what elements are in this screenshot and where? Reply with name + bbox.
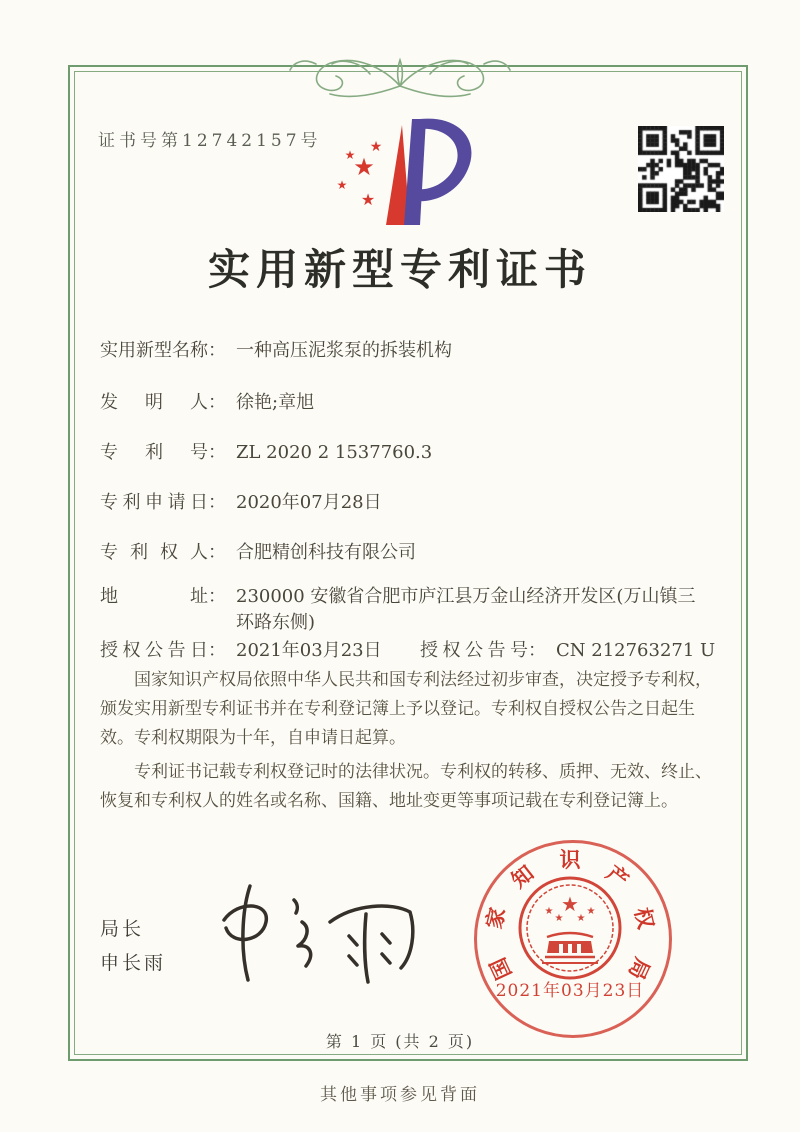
seal-arc-char: 产	[601, 859, 634, 893]
svg-text:★: ★	[369, 139, 383, 155]
national-emblem-icon	[515, 873, 625, 983]
field-label: 实用新型名称	[100, 340, 208, 361]
field-value: 2020年07月28日	[236, 492, 382, 513]
field-row-filing-date	[100, 490, 716, 516]
seal-arc-char: 家	[480, 905, 511, 932]
legal-text-block	[100, 666, 714, 821]
field-row-patentee	[100, 540, 716, 566]
field-colon: ：	[208, 340, 226, 361]
field-label: 专利权人	[100, 542, 208, 563]
field-value: ZL 2020 2 1537760.3	[236, 442, 433, 463]
field-value: CN 212763271 U	[556, 640, 716, 661]
cnipa-logo-icon	[330, 113, 478, 231]
svg-text:★: ★	[544, 906, 554, 917]
page-indicator: 第 1 页 (共 2 页)	[325, 1032, 475, 1051]
field-row-inventor	[100, 390, 716, 416]
field-value: 合肥精创科技有限公司	[236, 542, 416, 563]
field-label: 专利号	[100, 442, 208, 463]
seal-arc-char: 国	[484, 953, 517, 984]
seal-arc-char: 识	[559, 847, 581, 872]
handwritten-signature-icon	[208, 878, 423, 986]
field-colon: ：	[208, 586, 226, 607]
field-row-name	[100, 338, 716, 364]
field-colon: ：	[208, 392, 226, 413]
commissioner-name: 申长雨	[100, 952, 167, 974]
field-value: 2021年03月23日	[236, 640, 382, 661]
commissioner-title: 局长	[100, 918, 145, 940]
field-row-grant	[100, 638, 716, 664]
svg-text:★: ★	[554, 913, 564, 924]
field-label: 专利申请日	[100, 492, 208, 513]
field-colon: ：	[528, 640, 546, 661]
seal-arc-char: 知	[506, 859, 539, 893]
svg-text:★: ★	[576, 913, 586, 924]
back-side-note: 其他事项参见背面	[320, 1085, 480, 1105]
border-ornament-icon	[284, 44, 516, 102]
certificate-title: 实用新型专利证书	[207, 245, 592, 294]
svg-text:★: ★	[344, 148, 356, 162]
seal-arc-char: 权	[629, 905, 660, 932]
field-row-patent-no	[100, 440, 716, 466]
field-label: 发明人	[100, 392, 208, 413]
legal-paragraph: 专利证书记载专利权登记时的法律状况。专利权的转移、质押、无效、终止、恢复和专利权人的姓名或名称、国籍、地址变更等事项记载在专利登记簿上。	[100, 762, 712, 811]
svg-text:★: ★	[561, 892, 579, 916]
seal-date: 2021年03月23日	[495, 981, 645, 1001]
field-value: 一种高压泥浆泵的拆装机构	[236, 340, 452, 361]
legal-paragraph: 国家知识产权局依照中华人民共和国专利法经过初步审查，决定授予专利权，颁发实用新型专利证书并在专利登记簿上予以登记。专利权自授权公告之日起生效。专利权期限为十年，自申请日起算。	[100, 670, 712, 748]
field-colon: ：	[208, 442, 226, 463]
field-label: 授权公告日	[100, 640, 208, 661]
grant-number-group	[420, 638, 715, 664]
field-row-address	[100, 584, 716, 636]
seal-arc-char: 局	[623, 953, 656, 984]
svg-text:★: ★	[586, 906, 596, 917]
field-colon: ：	[208, 640, 226, 661]
svg-text:★: ★	[353, 153, 375, 181]
svg-text:★: ★	[336, 178, 348, 192]
field-label: 授权公告号	[420, 640, 528, 661]
field-value: 徐艳;章旭	[236, 392, 315, 413]
field-value: 230000 安徽省合肥市庐江县万金山经济开发区(万山镇三环路东侧)	[236, 586, 696, 633]
svg-text:★: ★	[360, 190, 376, 209]
field-colon: ：	[208, 492, 226, 513]
field-label: 地址	[100, 586, 208, 607]
qr-code	[638, 126, 724, 212]
certificate-number: 证书号第12742157号	[98, 131, 322, 151]
field-colon: ：	[208, 542, 226, 563]
